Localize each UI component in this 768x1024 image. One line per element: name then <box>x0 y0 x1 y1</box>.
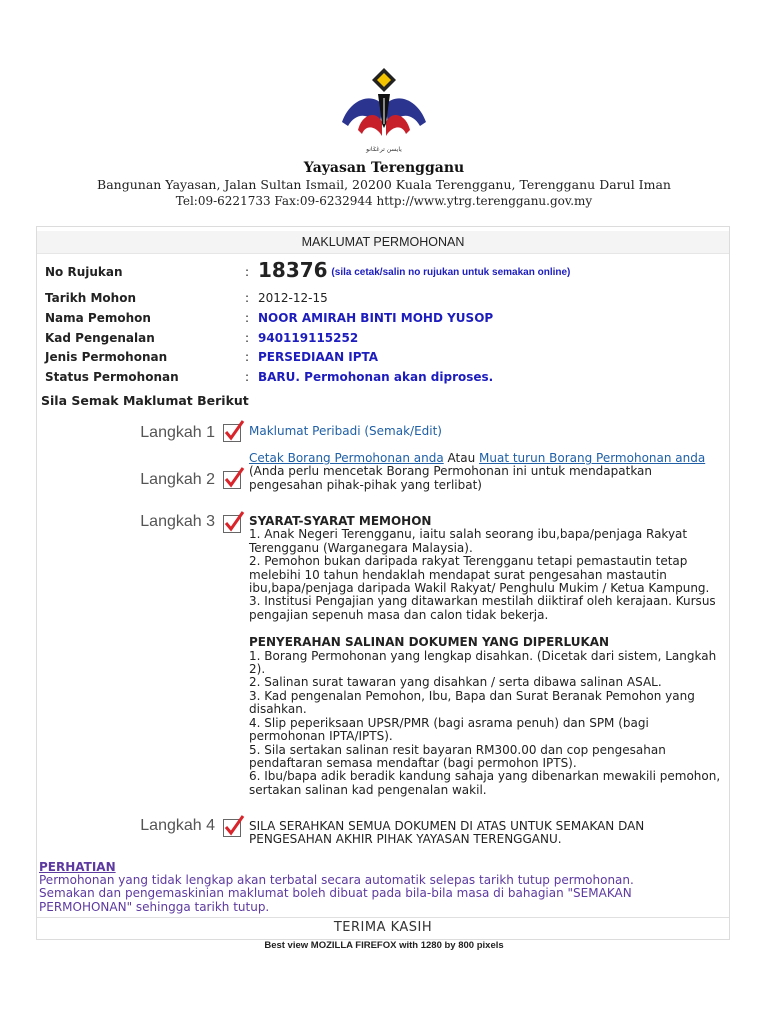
penyerahan-item: 3. Kad pengenalan Pemohon, Ibu, Bapa dan Surat Beranak Pemohon yang disahkan. <box>249 688 695 717</box>
colon: : <box>245 331 250 345</box>
footer-note: Best view MOZILLA FIREFOX with 1280 by 800 pixels <box>264 940 504 951</box>
no-rujukan-note: (sila cetak/salin no rujukan untuk semakan online) <box>331 267 571 278</box>
colon: : <box>245 370 250 384</box>
nama-pemohon-value: NOOR AMIRAH BINTI MOHD YUSOP <box>258 311 494 325</box>
colon: : <box>245 311 250 325</box>
step1-content <box>249 425 725 438</box>
perhatian-line1: Permohonan yang tidak lengkap akan terbatal secara automatik selepas tarikh tutup permohonan. <box>39 873 634 887</box>
step4-content: SILA SERAHKAN SEMUA DOKUMEN DI ATAS UNTUK SEMAKAN DAN PENGESAHAN AKHIR PIHAK YAYASAN TERENGGANU. <box>249 819 645 847</box>
step4-checkbox[interactable] <box>223 819 241 837</box>
penyerahan-item: 2. Salinan surat tawaran yang disahkan / serta dibawa salinan ASAL. <box>249 675 662 690</box>
step4-label: Langkah 4 <box>140 817 215 834</box>
syarat-title: SYARAT-SYARAT MEMOHON <box>249 514 432 528</box>
step1-checkbox[interactable] <box>223 424 241 442</box>
penyerahan-item: 6. Ibu/bapa adik beradik kandung sahaja yang dibenarkan mewakili pemohon, sertakan salinan kad pengenalan wakil. <box>249 769 721 797</box>
logo-caption: يايسن ترڠݢانو <box>366 146 402 153</box>
tarikh-mohon-label: Tarikh Mohon <box>45 291 136 305</box>
penyerahan-item: 1. Borang Permohonan yang lengkap disahkan. (Dicetak dari sistem, Langkah 2). <box>249 648 717 677</box>
muat-turun-borang-link[interactable]: Muat turun Borang Permohonan anda <box>479 451 706 465</box>
syarat-item: 3. Institusi Pengajian yang ditawarkan mestilah diiktiraf oleh kerajaan. Kursus pengajian sepenuh masa dan calon tidak bekerja. <box>249 594 716 622</box>
step2-checkbox[interactable] <box>223 471 241 489</box>
org-contact: Tel:09-6221733 Fax:09-6232944 http://www.ytrg.terengganu.gov.my <box>175 194 593 208</box>
perhatian-line2: Semakan dan pengemaskinian maklumat boleh dibuat pada bila-bila masa di bahagian "SEMAKAN PERMOHONAN" sehingga tarikh tutup. <box>39 886 632 914</box>
penyerahan-item: 5. Sila sertakan salinan resit bayaran RM300.00 dan cop pengesahan pendaftaran semasa mendaftar (bagi permohon IPTS). <box>249 742 666 770</box>
cetak-borang-link[interactable]: Cetak Borang Permohonan anda <box>249 451 444 465</box>
step1-label: Langkah 1 <box>140 424 215 441</box>
org-name: Yayasan Terengganu <box>303 160 465 176</box>
kad-pengenalan-value: 940119115252 <box>258 331 359 345</box>
kad-pengenalan-label: Kad Pengenalan <box>45 331 155 345</box>
tarikh-mohon-value: 2012-12-15 <box>258 291 328 305</box>
step2-label: Langkah 2 <box>140 471 215 488</box>
colon: : <box>245 265 250 279</box>
semak-edit-link[interactable]: Maklumat Peribadi (Semak/Edit) <box>249 424 442 438</box>
semak-title: Sila Semak Maklumat Berikut <box>41 393 249 408</box>
status-permohonan-label: Status Permohonan <box>45 370 179 384</box>
perhatian-text <box>39 874 719 914</box>
yayasan-emblem-icon <box>336 66 432 156</box>
penyerahan-item: 4. Slip peperiksaan UPSR/PMR (bagi asrama penuh) dan SPM (bagi permohonan IPTA/IPTS). <box>249 715 649 744</box>
no-rujukan-value-wrap <box>258 258 570 282</box>
nama-pemohon-label: Nama Pemohon <box>45 311 151 325</box>
checkmark-icon <box>223 466 245 490</box>
syarat-item: 2. Pemohon bukan daripada rakyat Terengganu tetapi pemastautin tetap melebihi 10 tahun hendaklah mendapat surat pengesahan mastautin ibu,bapa/penjaga daripada Wakil Rakyat/ Penghulu Mukim / Ketua Kampung. <box>249 554 710 596</box>
terima-kasih: TERIMA KASIH <box>37 917 729 938</box>
syarat-item: 1. Anak Negeri Terengganu, iaitu salah seorang ibu,bapa/penjaga Rakyat Terengganu (Warganegara Malaysia). <box>249 527 688 555</box>
perhatian-link[interactable]: PERHATIAN <box>39 860 116 874</box>
no-rujukan-label: No Rujukan <box>45 265 123 279</box>
jenis-permohonan-label: Jenis Permohonan <box>45 350 168 364</box>
colon: : <box>245 350 250 364</box>
yayasan-logo <box>336 66 432 156</box>
step3-checkbox[interactable] <box>223 515 241 533</box>
atau-text: Atau <box>447 451 476 465</box>
checkmark-icon <box>223 814 245 838</box>
penyerahan-title: PENYERAHAN SALINAN DOKUMEN YANG DIPERLUKAN <box>249 635 610 650</box>
checkmark-icon <box>223 510 245 534</box>
step3-label: Langkah 3 <box>140 513 215 530</box>
colon: : <box>245 291 250 305</box>
status-permohonan-value: BARU. Permohonan akan diproses. <box>258 370 494 384</box>
org-address: Bangunan Yayasan, Jalan Sultan Ismail, 20200 Kuala Terengganu, Terengganu Darul Iman <box>97 177 671 192</box>
checkmark-icon <box>223 419 245 443</box>
step2-note: (Anda perlu mencetak Borang Permohonan ini untuk mendapatkan pengesahan pihak-pihak yang terlibat) <box>249 464 653 492</box>
jenis-permohonan-value: PERSEDIAAN IPTA <box>258 350 379 364</box>
no-rujukan-value: 18376 <box>258 258 328 282</box>
step2-content <box>249 452 725 492</box>
step3-content <box>249 515 725 797</box>
panel-title: MAKLUMAT PERMOHONAN <box>37 231 729 254</box>
application-panel <box>36 226 730 940</box>
